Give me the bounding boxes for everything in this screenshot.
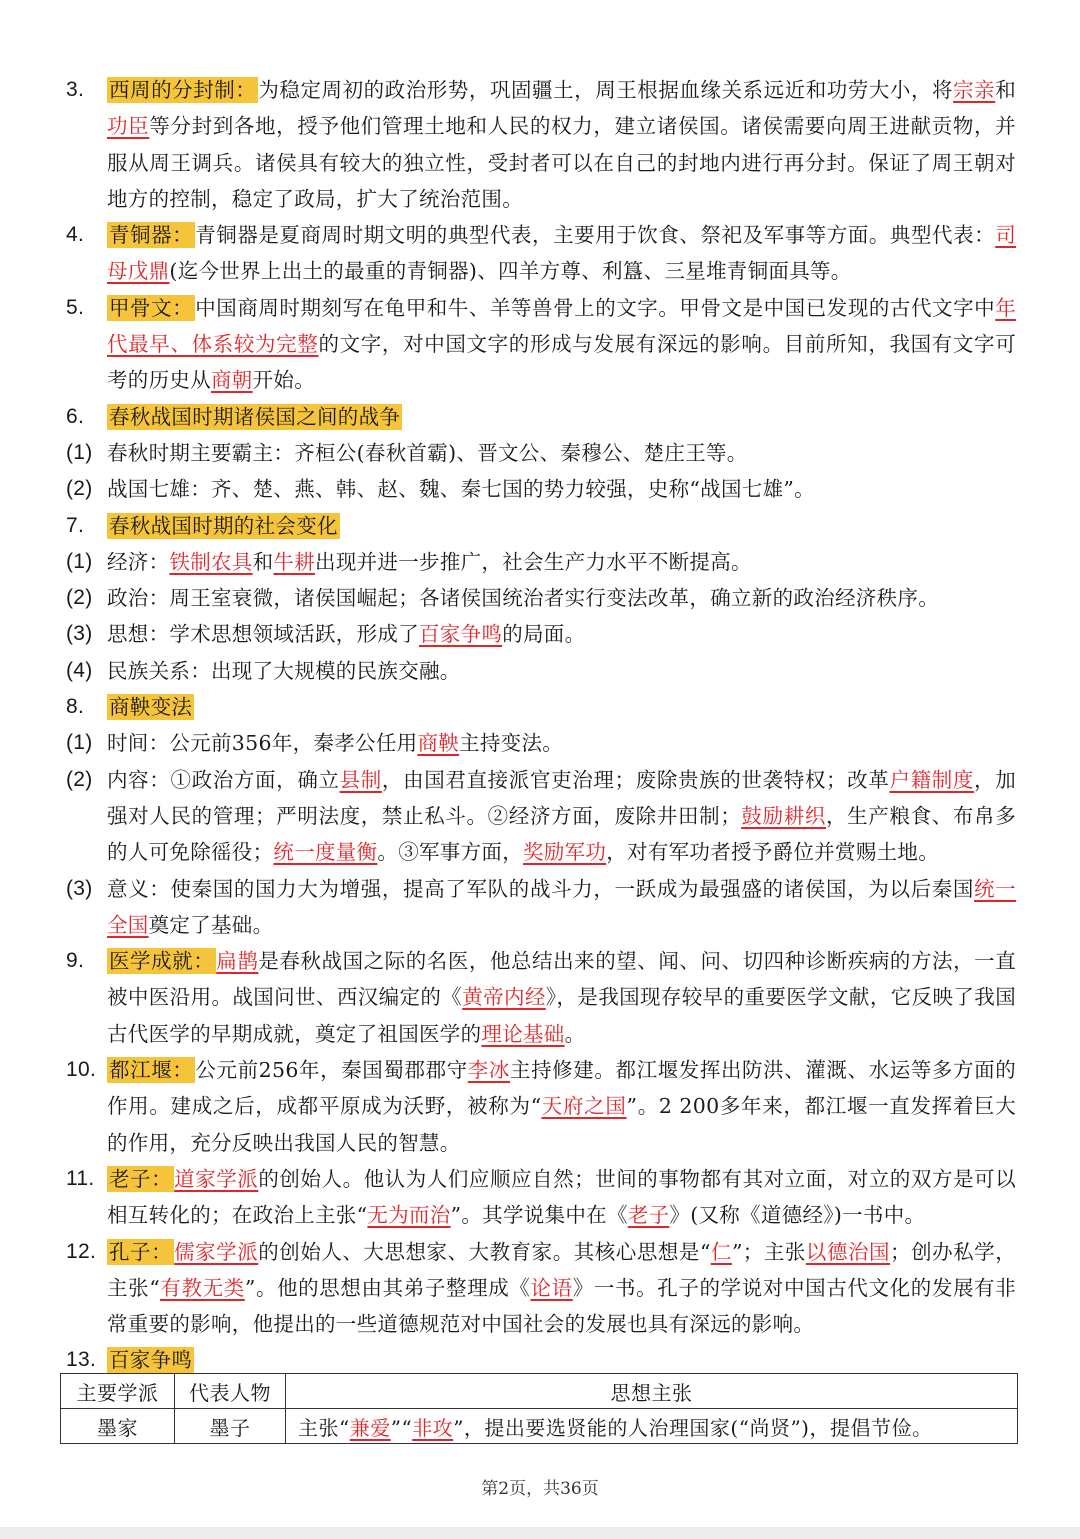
keyword: 无为而治 (367, 1203, 451, 1228)
keyword: 道家学派 (174, 1166, 259, 1191)
keyword: 天府之国 (541, 1094, 627, 1119)
text-run: (迄今世界上出土的最重的青铜器)、四羊方尊、利簋、三星堆青铜面具等。 (169, 259, 852, 284)
text-run: ”“ (390, 1415, 413, 1440)
keyword: 非攻 (412, 1415, 454, 1440)
cell-person: 墨子 (175, 1409, 286, 1444)
text-run: 出现并进一步推广，社会生产力水平不断提高。 (315, 549, 752, 574)
text-run: ，由国君直接派官吏治理；废除贵族的世袭特权；改革 (381, 767, 890, 792)
section-heading: 都江堰： (109, 1058, 194, 1083)
list-item (66, 762, 1016, 871)
keyword: 鼓励耕织 (741, 803, 827, 828)
item-number: (4) (66, 658, 93, 682)
keyword: 统一全国 (107, 876, 1016, 937)
table-header-row (61, 1374, 1018, 1409)
list-item (66, 689, 1016, 725)
text-run: 的创始人。他认为人们应顺应自然；世间的事物都有其对立面，对立的双方是可以相互转化的；在政治上主张“ (107, 1166, 1016, 1228)
keyword: 户籍制度 (889, 767, 975, 792)
item-number: (1) (66, 731, 93, 755)
item-text (107, 653, 1016, 689)
item-number: (2) (66, 586, 93, 610)
item-number: 13. (66, 1348, 97, 1372)
list-item (66, 544, 1016, 580)
keyword: 老子 (627, 1203, 670, 1228)
keyword: 牛耕 (273, 549, 316, 574)
item-text (107, 544, 1016, 580)
item-text (107, 217, 1016, 290)
keyword: 百家争鸣 (419, 622, 503, 647)
text-run: ”。2 200多年来，都江堰一直发挥着巨大的作用，充分反映出我国人民的智慧。 (107, 1094, 1017, 1155)
list-item (66, 290, 1016, 399)
text-run: ，生产粮食、布帛多的人可免除徭役； (107, 803, 1016, 865)
keyword: 黄帝内经 (462, 985, 546, 1010)
item-text (107, 1161, 1016, 1234)
item-number: 12. (66, 1239, 97, 1263)
keyword: 县制 (339, 767, 382, 792)
section-heading: 百家争鸣 (109, 1348, 193, 1373)
list-item (66, 72, 1016, 217)
keyword: 统一度量衡 (273, 840, 378, 865)
item-number: 11. (66, 1166, 95, 1190)
list-item (66, 399, 1016, 435)
list-item (66, 1161, 1016, 1234)
keyword: 论语 (530, 1275, 573, 1300)
keyword: 扁鹊 (216, 949, 259, 974)
item-number: (2) (66, 767, 93, 791)
list-item (66, 580, 1016, 616)
text-run: 中国商周时期刻写在龟甲和牛、羊等兽骨上的文字。甲骨文是中国已发现的古代文字中 (195, 295, 996, 320)
keyword: 有教无类 (160, 1275, 245, 1300)
header-person: 代表人物 (175, 1374, 286, 1409)
text-run: 和 (995, 78, 1016, 102)
section-heading: 青铜器： (109, 223, 194, 248)
keyword: 仁 (710, 1239, 733, 1264)
text-run: 的创始人、大思想家、大教育家。其核心思想是“ (258, 1239, 711, 1264)
item-text (107, 471, 1016, 507)
list-item (66, 871, 1016, 944)
text-run: 内容：①政治方面，确立 (107, 767, 340, 792)
text-run: 时间：公元前356年，秦孝公任用 (107, 731, 418, 756)
text-run: 和 (252, 549, 274, 574)
list-item (66, 943, 1016, 1052)
item-number: 3. (66, 78, 85, 101)
item-text (107, 580, 1016, 616)
item-text (107, 725, 1016, 761)
cell-idea (286, 1409, 1018, 1444)
keyword: 儒家学派 (174, 1239, 259, 1264)
keyword: 商朝 (211, 368, 253, 393)
text-run: 。 (564, 1021, 586, 1046)
section-heading: 甲骨文： (109, 295, 194, 320)
keyword: 理论基础 (481, 1021, 565, 1046)
text-run: 奠定了基础。 (148, 912, 274, 937)
text-run: 开始。 (252, 368, 316, 393)
keyword: 奖励军功 (523, 840, 607, 865)
list-item (66, 1234, 1016, 1343)
item-text (107, 290, 1016, 399)
keyword: 兼爱 (349, 1415, 391, 1440)
list-item (66, 508, 1016, 544)
text-run: 。③军事方面， (377, 840, 524, 865)
section-heading: 春秋战国时期诸侯国之间的战争 (109, 404, 401, 429)
text-run: 等分封到各地，授予他们管理土地和人民的权力，建立诸侯国。诸侯需要向周王进献贡物，并服从周王调兵。诸侯具有较大的独立性，受封者可以在自己的封地内进行再分封。保证了周王朝对地方的控制，稳定了政局，扩大了统治范围。 (107, 114, 1016, 211)
item-text (107, 399, 1016, 435)
notes-list (66, 72, 1016, 1379)
text-run: 政治：周王室衰微，诸侯国崛起；各诸侯国统治者实行变法改革，确立新的政治经济秩序。 (107, 586, 939, 611)
item-text (107, 1234, 1016, 1343)
text-run: 思想：学术思想领域活跃，形成了 (107, 622, 419, 647)
text-run: ”；主张 (732, 1239, 806, 1264)
item-number: 4. (66, 223, 85, 247)
item-number: (3) (66, 622, 93, 646)
text-run: 民族关系：出现了大规模的民族交融。 (107, 658, 461, 683)
list-item (66, 725, 1016, 761)
item-text (107, 943, 1016, 1052)
item-text (107, 435, 1016, 471)
text-run: 经济： (107, 549, 170, 574)
text-run: 主张“ (298, 1415, 350, 1440)
list-item (66, 653, 1016, 689)
text-run: 春秋时期主要霸主：齐桓公(春秋首霸)、晋文公、秦穆公、楚庄王等。 (107, 440, 748, 465)
item-text (107, 1052, 1016, 1161)
text-run: ”。他的思想由其弟子整理成《 (244, 1275, 531, 1300)
text-run: 青铜器是夏商周时期文明的典型代表，主要用于饮食、祭祀及军事等方面。典型代表： (195, 223, 996, 248)
text-run: 战国七雄：齐、楚、燕、韩、赵、魏、秦七国的势力较强，史称“战国七雄”。 (107, 477, 815, 502)
text-run: 是春秋战国之际的名医，他总结出来的望、闻、问、切四种诊断疾病的方法，一直被中医沿用。战国问世、西汉编定的《 (107, 949, 1016, 1010)
item-text (107, 616, 1016, 652)
item-number: 7. (66, 513, 85, 537)
section-heading: 西周的分封制： (109, 78, 257, 102)
item-number: 6. (66, 404, 85, 428)
item-number: 8. (66, 695, 85, 719)
item-number: (1) (66, 440, 93, 464)
header-school: 主要学派 (61, 1374, 175, 1409)
item-number: (1) (66, 549, 93, 573)
keyword: 功臣 (107, 114, 150, 139)
list-item (66, 435, 1016, 471)
keyword: 以德治国 (805, 1239, 891, 1264)
keyword: 李冰 (467, 1058, 510, 1083)
text-run: 为稳定周初的政治形势，巩固疆土，周王根据血缘关系远近和功劳大小，将 (258, 78, 954, 102)
item-text (107, 762, 1016, 871)
text-run: 》，是我国现存较早的重要医学文献，它反映了我国古代医学的早期成就，奠定了祖国医学的 (107, 985, 1016, 1046)
list-item (66, 1052, 1016, 1161)
bottom-bar (0, 1527, 1080, 1539)
text-run: 的文字，对中国文字的形成与发展有深远的影响。目前所知，我国有文字可考的历史从 (107, 332, 1017, 393)
item-number: (2) (66, 477, 93, 501)
text-run: ，加强对人民的管理；严明法度，禁止私斗。②经济方面，废除井田制； (107, 767, 1016, 828)
list-item (66, 616, 1016, 652)
header-idea: 思想主张 (286, 1374, 1018, 1409)
text-run: ”。其学说集中在《 (450, 1203, 628, 1228)
text-run: 意义：使秦国的国力大为增强，提高了军队的战斗力，一跃成为最强盛的诸侯国，为以后秦国 (107, 876, 975, 901)
keyword: 商鞅 (417, 731, 460, 756)
item-number: 5. (66, 295, 85, 319)
text-run: 主持变法。 (459, 731, 564, 756)
list-item (66, 471, 1016, 507)
text-run: ；创办私学，主张“ (107, 1239, 1017, 1300)
item-text (107, 508, 1016, 544)
table-row (61, 1409, 1018, 1444)
item-text (107, 689, 1016, 725)
text-run: 》(又称《道德经》)一书中。 (669, 1203, 926, 1228)
text-run: ”，提出要选贤能的人治理国家(“尚贤”)，提倡节俭。 (453, 1415, 933, 1440)
section-heading: 孔子： (109, 1239, 173, 1264)
item-number: (3) (66, 876, 93, 900)
cell-school: 墨家 (61, 1409, 175, 1444)
item-number: 10. (66, 1058, 97, 1082)
text-run: 主持修建。都江堰发挥出防洪、灌溉、水运等多方面的作用。建成之后，成都平原成为沃野，被称为“ (107, 1058, 1017, 1119)
section-heading: 春秋战国时期的社会变化 (109, 513, 338, 538)
text-run: ，对有军功者授予爵位并赏赐土地。 (606, 840, 940, 865)
item-number: 9. (66, 949, 85, 973)
schools-table (60, 1373, 1018, 1444)
list-item (66, 217, 1016, 290)
keyword: 宗亲 (953, 78, 996, 102)
text-run: 》一书。孔子的学说对中国古代文化的发展有非常重要的影响，他提出的一些道德规范对中国社会的发展也具有深远的影响。 (107, 1275, 1016, 1337)
keyword: 司母戊鼎 (107, 223, 1016, 284)
item-text (107, 72, 1016, 217)
section-heading: 医学成就： (109, 949, 215, 974)
page-footer: 第2页，共36页 (481, 1479, 599, 1499)
section-heading: 老子： (109, 1166, 173, 1191)
keyword: 年代最早、体系较为完整 (107, 295, 1016, 357)
section-heading: 商鞅变法 (109, 695, 193, 720)
text-run: 公元前256年，秦国蜀郡郡守 (195, 1058, 468, 1083)
text-run: 的局面。 (502, 622, 586, 647)
item-text (107, 871, 1016, 944)
keyword: 铁制农具 (169, 549, 253, 574)
